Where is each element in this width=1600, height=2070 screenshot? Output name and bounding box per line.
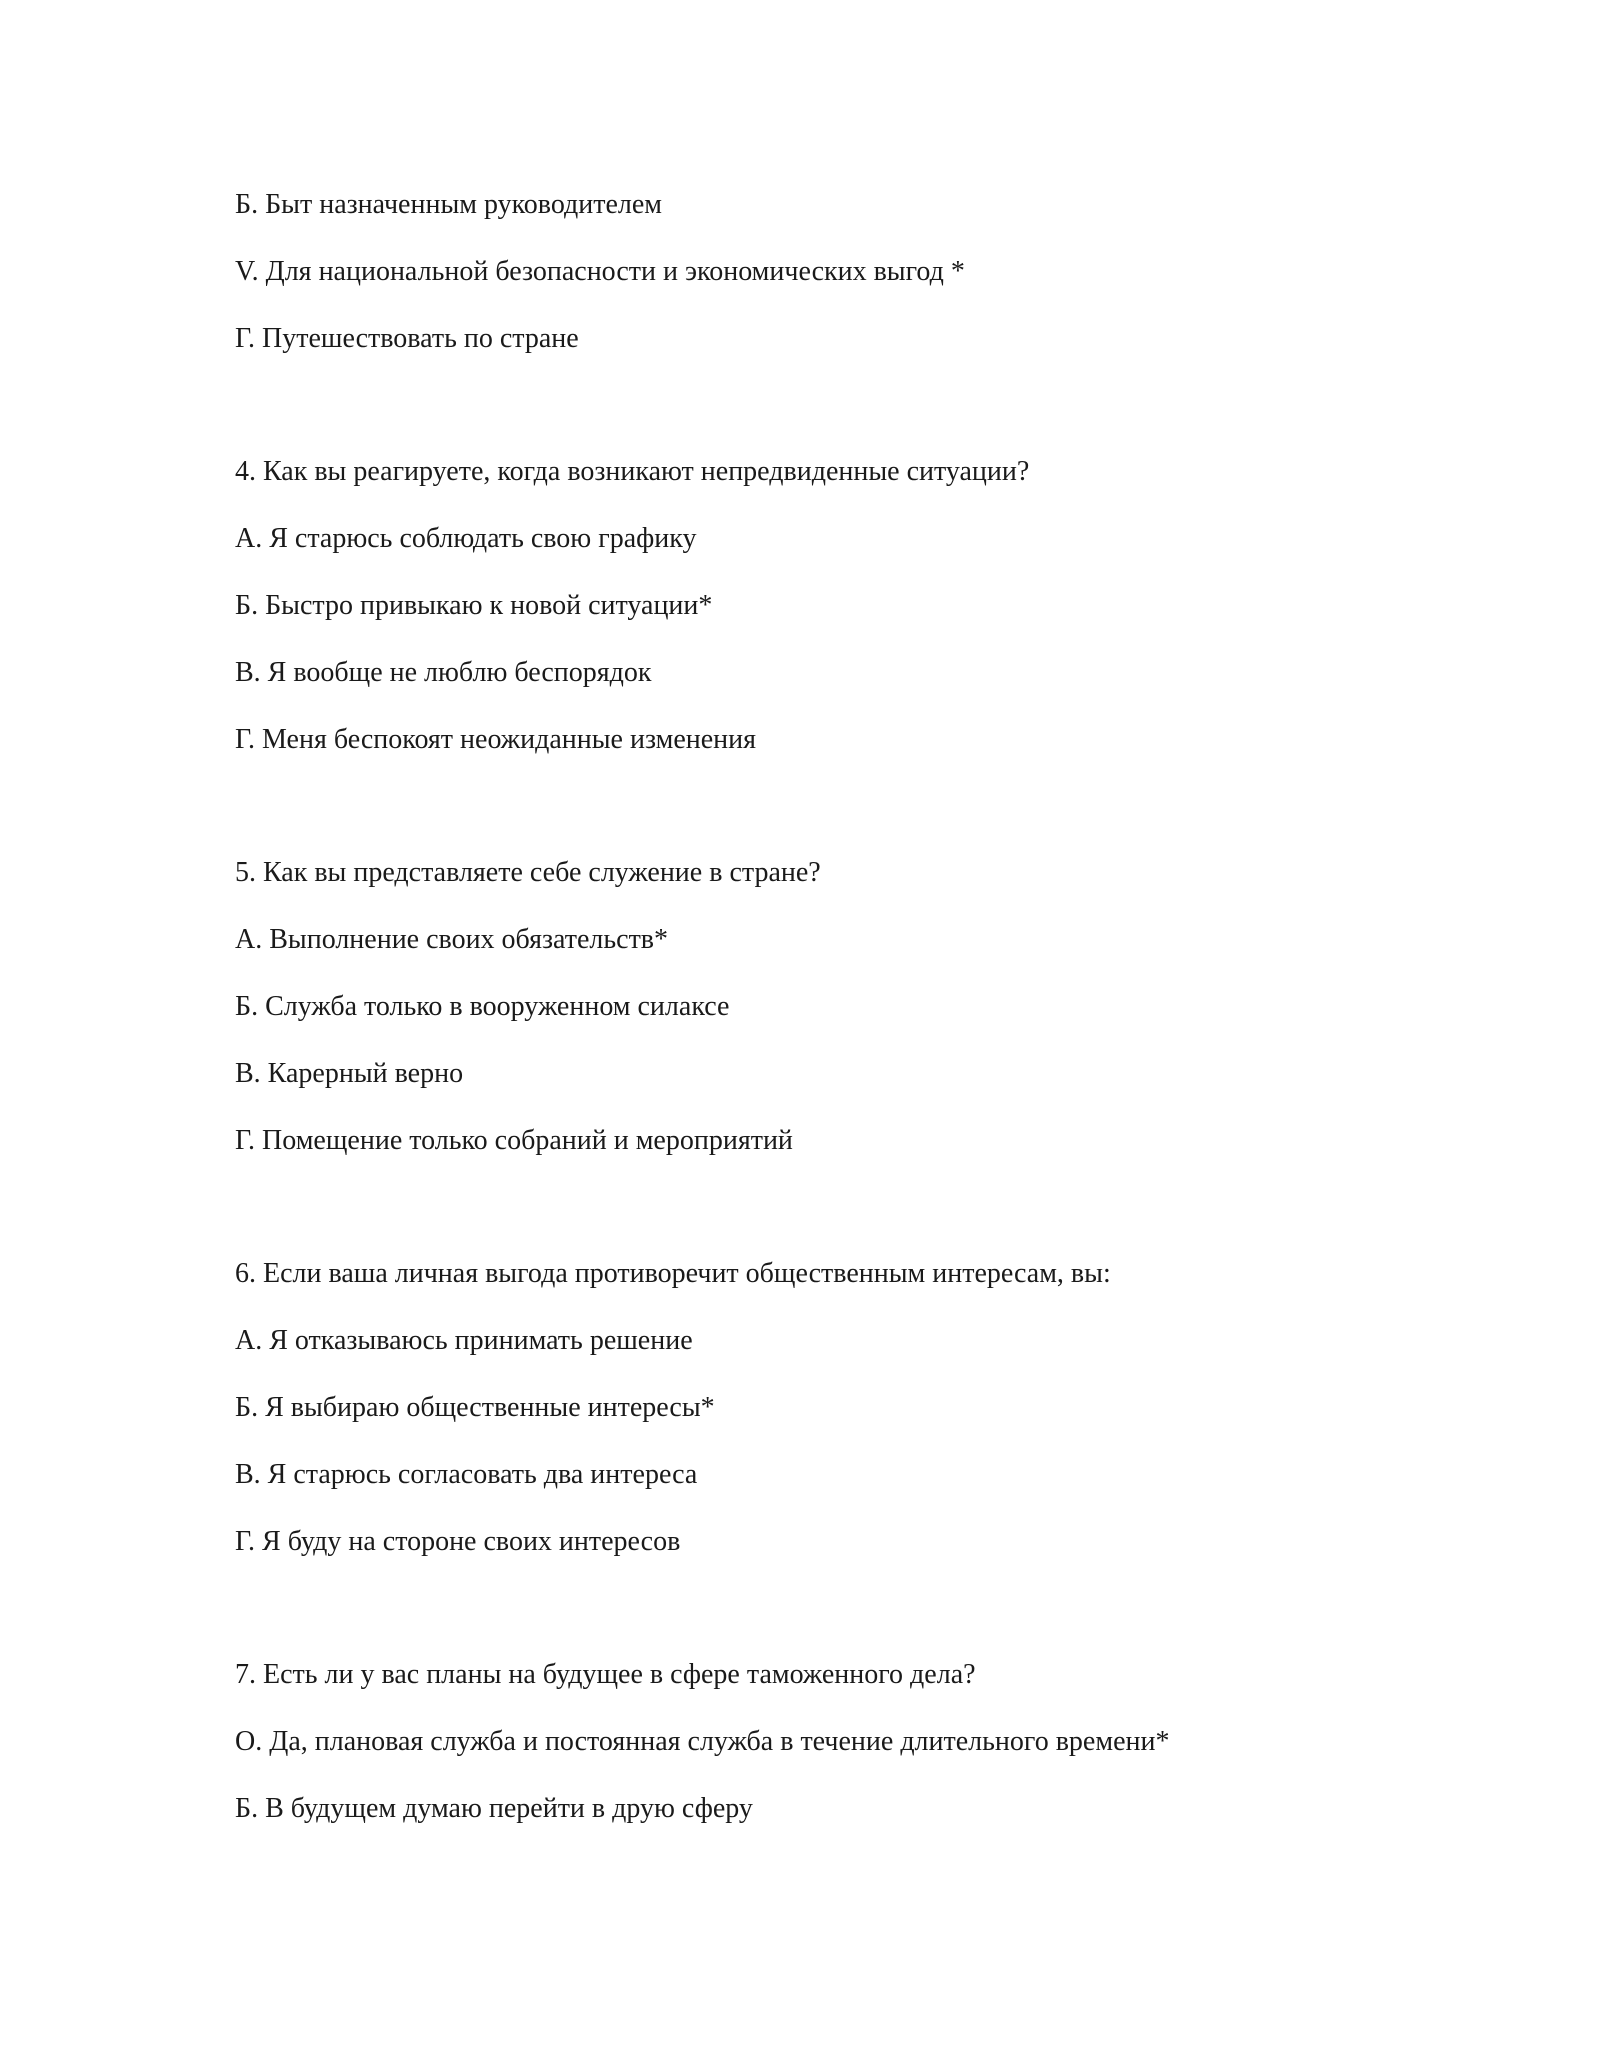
q3-option-b: Б. Быт назначенным руководителем [235,189,663,220]
q6-option-v: В. Я старюсь согласовать два интереса [235,1459,698,1490]
q6-option-g: Г. Я буду на стороне своих интересов [235,1526,681,1557]
q4-option-v: В. Я вообще не люблю беспорядок [235,657,652,688]
q5-option-b: Б. Служба только в вооруженном силаксе [235,991,730,1022]
q3-option-g: Г. Путешествовать по стране [235,323,579,354]
q6-question: 6. Если ваша личная выгода противоречит общественным интересам, вы: [235,1258,1111,1289]
q7-question: 7. Есть ли у вас планы на будущее в сфере таможенного дела? [235,1659,976,1690]
q5-question: 5. Как вы представляете себе служение в стране? [235,857,821,888]
q4-option-a: А. Я старюсь соблюдать свою графику [235,523,697,554]
q6-option-a: А. Я отказываюсь принимать решение [235,1325,693,1356]
q7-option-b: Б. В будущем думаю перейти в друю сферу [235,1793,753,1824]
q3-option-v: V. Для национальной безопасности и экономических выгод * [235,256,965,287]
q5-option-v: В. Карерный верно [235,1058,464,1089]
q6-option-b: Б. Я выбираю общественные интересы* [235,1392,715,1423]
q5-option-a: А. Выполнение своих обязательств* [235,924,669,955]
q7-option-o: О. Да, плановая служба и постоянная служба в течение длительного времени* [235,1726,1170,1757]
q4-option-g: Г. Меня беспокоят неожиданные изменения [235,724,757,755]
q4-option-b: Б. Быстро привыкаю к новой ситуации* [235,590,713,621]
q5-option-g: Г. Помещение только собраний и мероприятий [235,1125,793,1156]
q4-question: 4. Как вы реагируете, когда возникают непредвиденные ситуации? [235,456,1030,487]
